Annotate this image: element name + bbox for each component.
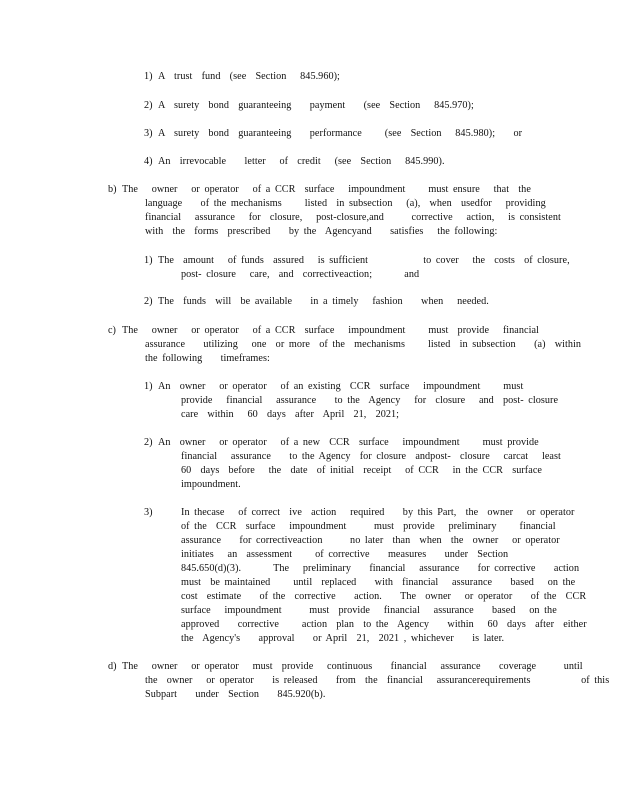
list-item-label: 4) (144, 156, 153, 167)
paragraph-b-line: with the forms prescribed by the Agencyand satisfies the following: (145, 226, 498, 237)
list-item-text: An irrevocable letter of credit (see Section 845.990). (158, 156, 445, 167)
paragraph-c-line: assurance utilizing one or more of the mechanisms listed in subsection (a) within (145, 339, 582, 350)
list-item-text: 60 days before the date of initial receipt of CCR in the CCR surface (181, 465, 542, 476)
paragraph-d-line: Subpart under Section 845.920(b). (145, 689, 326, 700)
paragraph-c-label: c) (108, 325, 116, 336)
list-item-text: cost estimate of the corrective action. The owner or operator of the CCR (181, 591, 587, 602)
list-item-text: In thecase of correct ive action required by this Part, the owner or operator (181, 507, 575, 518)
list-item-text: must be maintained until replaced with financial assurance based on the (181, 577, 576, 588)
list-item-text: initiates an assessment of corrective measures under Section (181, 549, 509, 560)
list-item-label: 2) (144, 437, 153, 448)
list-item-text: the Agency's approval or April 21, 2021 , whichever is later. (181, 633, 505, 644)
list-item-text: approved corrective action plan to the Agency within 60 days after either (181, 619, 587, 630)
list-item-text: provide financial assurance to the Agency for closure and post- closure (181, 395, 559, 406)
list-item-label: 1) (144, 71, 153, 82)
list-item-text: A trust fund (see Section 845.960); (158, 71, 340, 82)
list-item-text: assurance for correctiveaction no later than when the owner or operator (181, 535, 560, 546)
list-item-text: of the CCR surface impoundment must provide preliminary financial (181, 521, 556, 532)
list-item-label: 2) (144, 100, 153, 111)
list-item-text: An owner or operator of an existing CCR surface impoundment must (158, 381, 524, 392)
list-item-text: financial assurance to the Agency for closure andpost- closure carcat least (181, 451, 561, 462)
list-item-text: care within 60 days after April 21, 2021; (181, 409, 400, 420)
list-item-text: An owner or operator of a new CCR surface impoundment must provide (158, 437, 539, 448)
list-item-label: 1) (144, 255, 153, 266)
list-item-label: 3) (144, 128, 153, 139)
paragraph-b-line: financial assurance for closure, post-closure,and corrective action, is consistent (145, 212, 561, 223)
list-item-label: 2) (144, 296, 153, 307)
paragraph-c-line: the following timeframes: (145, 353, 270, 364)
paragraph-b-line: The owner or operator of a CCR surface impoundment must ensure that the (122, 184, 531, 195)
paragraph-d-line: The owner or operator must provide continuous financial assurance coverage until (122, 661, 583, 672)
list-item-text: surface impoundment must provide financial assurance based on the (181, 605, 557, 616)
list-item-text: post- closure care, and correctiveaction; and (181, 269, 420, 280)
paragraph-b-label: b) (108, 184, 117, 195)
list-item-text: impoundment. (181, 479, 241, 490)
list-item-text: A surety bond guaranteeing payment (see Section 845.970); (158, 100, 474, 111)
paragraph-b-line: language of the mechanisms listed in subsection (a), when usedfor providing (145, 198, 546, 209)
list-item-label: 3) (144, 507, 153, 518)
paragraph-d-line: the owner or operator is released from the financial assurancerequirements of this (145, 675, 610, 686)
list-item-text: A surety bond guaranteeing performance (see Section 845.980); or (158, 128, 523, 139)
list-item-label: 1) (144, 381, 153, 392)
list-item-text: The funds will be available in a timely fashion when needed. (158, 296, 489, 307)
paragraph-d-label: d) (108, 661, 117, 672)
paragraph-c-line: The owner or operator of a CCR surface impoundment must provide financial (122, 325, 539, 336)
list-item-text: 845.650(d)(3). The preliminary financial assurance for corrective action (181, 563, 580, 574)
list-item-text: The amount of funds assured is sufficient to cover the costs of closure, (158, 255, 570, 266)
